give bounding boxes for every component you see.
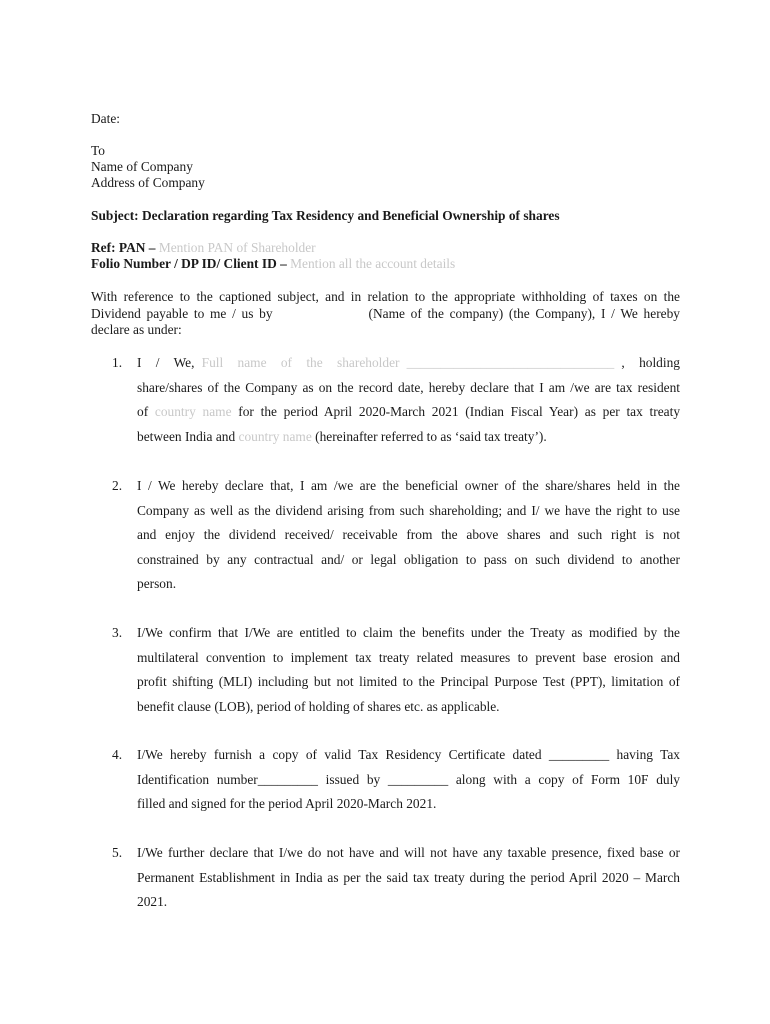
item-body: [137, 743, 680, 817]
item-line: [137, 670, 680, 695]
item-line: [137, 400, 680, 425]
item-line: [137, 695, 680, 720]
intro-line-text: declare as under:: [91, 322, 182, 337]
item-number: 2.: [112, 478, 123, 493]
item-line: [137, 351, 680, 376]
item-number: 1.: [112, 355, 123, 370]
folio-label: Folio Number / DP ID/ Client ID –: [91, 256, 287, 271]
country-name-placeholder: country name: [238, 428, 312, 444]
shareholder-name-placeholder: Full name of the shareholder: [201, 355, 400, 370]
item-text: benefit clause (LOB), period of holding of shares etc. as applicable.: [137, 698, 500, 714]
item-text: person.: [137, 576, 177, 591]
item-line: [137, 743, 680, 768]
item-body: [137, 621, 680, 719]
intro-line-text: (Name of the company) (the Company), I / We hereby: [368, 305, 680, 321]
company-address: Address of Company: [91, 175, 205, 190]
date-label: Date:: [91, 111, 120, 126]
item-line: [137, 474, 680, 499]
item-text: I/We hereby furnish a copy of valid Tax Residency Certificate dated _________ having Tax: [137, 747, 680, 762]
item-text: Identification number_________ issued by _________ along with a copy of Form 10F duly: [137, 771, 680, 787]
item-body: [137, 351, 680, 449]
pan-placeholder: Mention PAN of Shareholder: [158, 240, 316, 255]
item-text: constrained by any contractual and/ or legal obligation to pass on such dividend to another: [137, 551, 680, 567]
item-body: [137, 841, 680, 915]
item-text: of: [137, 404, 149, 419]
item-text: I / We hereby declare that, I am /we are the beneficial owner of the share/shares held in the: [137, 478, 680, 493]
ref-folio-line: [91, 256, 455, 272]
item-text: and enjoy the dividend received/ receivable from the above shares and such right is not: [137, 527, 680, 542]
ref-pan-line: [91, 240, 316, 256]
item-text: share/shares of the Company as on the record date, hereby declare that I am /we are tax resident: [137, 379, 680, 395]
item-text: I/We confirm that I/We are entitled to claim the benefits under the Treaty as modified by the: [137, 625, 680, 640]
folio-placeholder: Mention all the account details: [290, 256, 456, 271]
item-line: [137, 376, 680, 401]
item-line: [137, 548, 680, 573]
item-line: [137, 621, 680, 646]
item-text: for the period April 2020-March 2021 (Indian Fiscal Year) as per tax treaty: [238, 404, 681, 419]
item-text: I/We further declare that I/we do not have and will not have any taxable presence, fixed base or: [137, 845, 680, 860]
item-text: profit shifting (MLI) including but not limited to the Principal Purpose Test (PPT), limitation of: [137, 674, 680, 689]
item-body: [137, 474, 680, 597]
item-text: (hereinafter referred to as ‘said tax treaty’).: [315, 428, 547, 444]
item-line: [137, 646, 680, 671]
item-line: [137, 768, 680, 793]
item-text: 2021.: [137, 894, 168, 909]
intro-line: [91, 289, 680, 306]
item-text: between India and: [137, 428, 236, 444]
subject-line: Subject: Declaration regarding Tax Residency and Beneficial Ownership of shares: [91, 208, 560, 223]
item-line: [137, 572, 680, 597]
item-text: filled and signed for the period April 2020-March 2021.: [137, 796, 437, 811]
intro-line: [91, 322, 680, 339]
item-line: [137, 866, 680, 891]
pan-label: Ref: PAN –: [91, 240, 156, 255]
item-line: [137, 792, 680, 817]
intro-line-text: Dividend payable to me / us by: [91, 305, 273, 321]
item-number: 3.: [112, 625, 123, 640]
shareholder-name-blank: _______________________________: [406, 355, 615, 370]
intro-paragraph: [91, 289, 680, 339]
item-number: 5.: [112, 845, 123, 860]
item-number: 4.: [112, 747, 123, 762]
to-label: To: [91, 143, 105, 158]
item-line: [137, 890, 680, 915]
intro-line: [91, 306, 680, 323]
item-text: , holding: [621, 355, 680, 370]
company-name: Name of Company: [91, 159, 193, 174]
country-name-placeholder: country name: [154, 404, 232, 419]
item-text: Permanent Establishment in India as per the said tax treaty during the period April 2020 – March: [137, 869, 680, 885]
item-text: multilateral convention to implement tax treaty related measures to prevent base erosion and: [137, 649, 680, 665]
item-line: [137, 523, 680, 548]
item-text: I / We,: [137, 355, 195, 370]
item-line: [137, 425, 680, 450]
item-line: [137, 841, 680, 866]
item-line: [137, 499, 680, 524]
intro-line-text: With reference to the captioned subject, and in relation to the appropriate withholding of taxes on the: [91, 289, 680, 304]
item-text: Company as well as the dividend arising from such shareholding; and I/ we have the right to use: [137, 502, 680, 518]
